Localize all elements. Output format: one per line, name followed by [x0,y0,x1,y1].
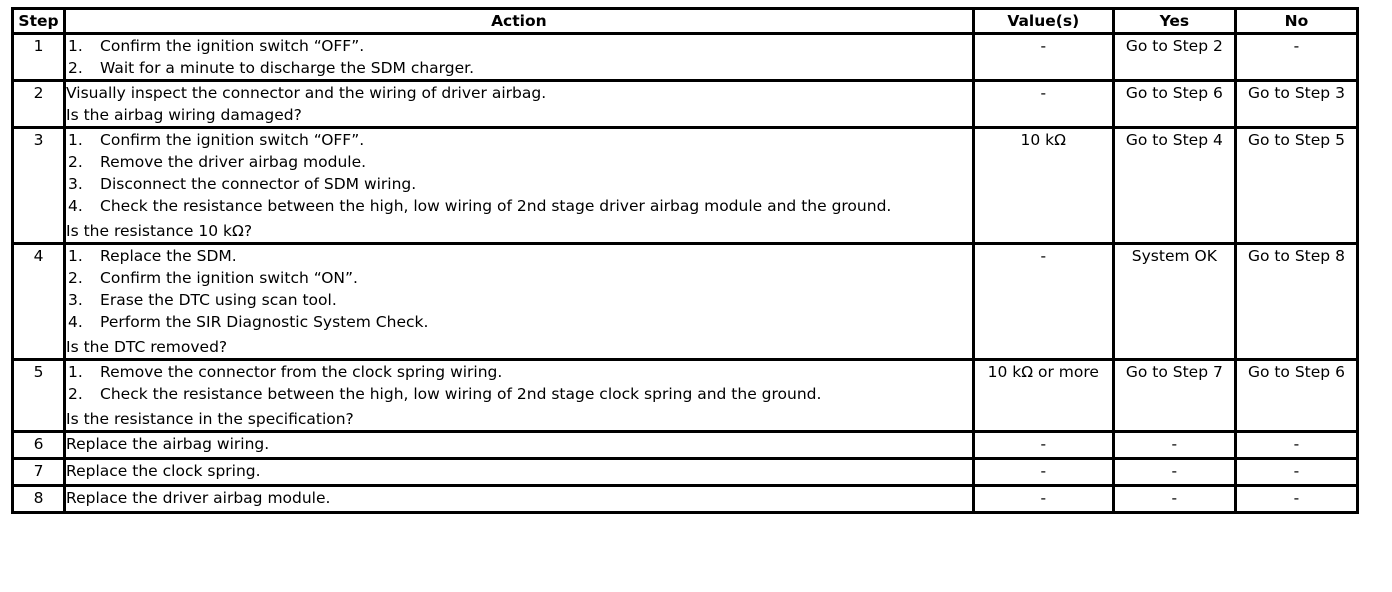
question-text: Is the DTC removed? [66,338,228,356]
action-cell [65,360,974,432]
no-cell: - [1235,486,1357,513]
step-number: 7 [13,459,65,486]
table-row [13,360,1358,432]
no-cell: Go to Step 8 [1235,244,1357,360]
list-item: 4. Check the resistance between the high, low wiring of 2nd stage driver airbag module and the ground. [68,197,892,215]
action-list [66,35,972,79]
table-row [13,486,1358,513]
table-row [13,432,1358,459]
list-item: 1. Remove the connector from the clock spring wiring. [68,363,503,381]
list-item: 2. Remove the driver airbag module. [68,153,367,171]
action-list [66,129,972,217]
list-item: 1. Confirm the ignition switch “OFF”. [68,37,365,55]
list-item: 2. Wait for a minute to discharge the SDM charger. [68,59,475,77]
value-cell: - [973,432,1113,459]
yes-cell: - [1113,486,1235,513]
list-item: 1. Replace the SDM. [68,247,237,265]
list-item: 3. Disconnect the connector of SDM wiring. [68,175,417,193]
step-number: 5 [13,360,65,432]
action-cell [65,34,974,81]
step-number: 6 [13,432,65,459]
action-list [66,361,972,405]
value-cell: - [973,459,1113,486]
step-number: 3 [13,128,65,244]
value-cell: - [973,244,1113,360]
action-text: Visually inspect the connector and the wiring of driver airbag. [66,84,547,102]
value-cell: - [973,34,1113,81]
header-step: Step [13,9,65,34]
list-item: 4. Perform the SIR Diagnostic System Check. [68,313,429,331]
value-cell: - [973,486,1113,513]
list-item: 3. Erase the DTC using scan tool. [68,291,337,309]
table-row [13,459,1358,486]
step-number: 8 [13,486,65,513]
header-row [13,9,1358,34]
value-cell: - [973,81,1113,128]
no-cell: - [1235,432,1357,459]
no-cell: - [1235,459,1357,486]
step-number: 1 [13,34,65,81]
question-text: Is the airbag wiring damaged? [66,106,302,124]
action-list [66,245,972,333]
action-text: Replace the airbag wiring. [65,432,974,459]
list-item: 2. Check the resistance between the high, low wiring of 2nd stage clock spring and the ground. [68,385,822,403]
step-number: 2 [13,81,65,128]
header-action: Action [65,9,974,34]
action-text: Replace the driver airbag module. [65,486,974,513]
no-cell: - [1235,34,1357,81]
action-text: Replace the clock spring. [65,459,974,486]
no-cell: Go to Step 3 [1235,81,1357,128]
yes-cell: - [1113,432,1235,459]
action-cell [65,244,974,360]
action-cell [65,81,974,128]
yes-cell: System OK [1113,244,1235,360]
table-row [13,244,1358,360]
table-row [13,81,1358,128]
yes-cell: Go to Step 2 [1113,34,1235,81]
value-cell: 10 kΩ or more [973,360,1113,432]
yes-cell: Go to Step 7 [1113,360,1235,432]
value-cell: 10 kΩ [973,128,1113,244]
table-row [13,128,1358,244]
header-no: No [1235,9,1357,34]
question-text: Is the resistance in the specification? [66,410,354,428]
question-text: Is the resistance 10 kΩ? [66,222,253,240]
yes-cell: Go to Step 6 [1113,81,1235,128]
list-item: 1. Confirm the ignition switch “OFF”. [68,131,365,149]
action-cell [65,128,974,244]
yes-cell: Go to Step 4 [1113,128,1235,244]
no-cell: Go to Step 6 [1235,360,1357,432]
list-item: 2. Confirm the ignition switch “ON”. [68,269,358,287]
header-values: Value(s) [973,9,1113,34]
yes-cell: - [1113,459,1235,486]
header-yes: Yes [1113,9,1235,34]
table-row [13,34,1358,81]
no-cell: Go to Step 5 [1235,128,1357,244]
diagnostic-table [11,7,1359,514]
step-number: 4 [13,244,65,360]
